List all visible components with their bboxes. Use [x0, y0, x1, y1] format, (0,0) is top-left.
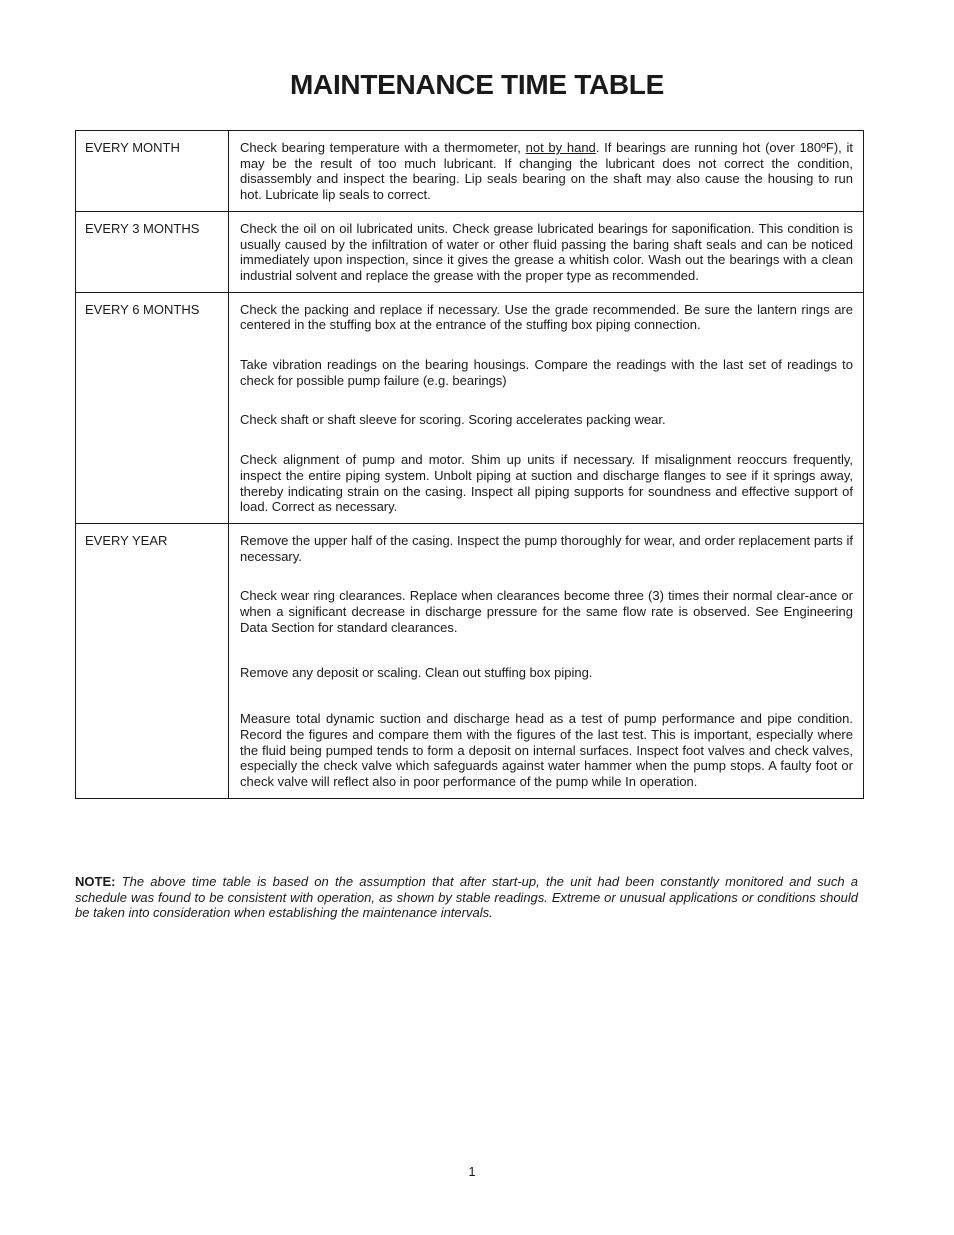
footnote [75, 874, 858, 921]
table-row [76, 292, 864, 523]
maintenance-schedule-table [75, 130, 864, 799]
page-title: MAINTENANCE TIME TABLE [290, 69, 664, 100]
interval-cell: EVERY 6 MONTHS [76, 292, 229, 523]
task-paragraph [240, 140, 853, 203]
task-paragraph: Check wear ring clearances. Replace when clearances become three (3) times their normal clear-ance or when a significant decrease in discharge pressure for the same flow rate is observed. See Engineering Data Section for standard clearances. [240, 588, 853, 635]
tasks-cell [229, 292, 864, 523]
table-row [76, 131, 864, 212]
underlined-text: not by hand [525, 140, 596, 155]
task-paragraph: Check shaft or shaft sleeve for scoring. Scoring accelerates packing wear. [240, 412, 666, 428]
interval-cell: EVERY MONTH [76, 131, 229, 212]
task-paragraph: Check the oil on oil lubricated units. Check grease lubricated bearings for saponification. This condition is usually caused by the infiltration of water or other fluid passing the baring shaft seals and can be noticed immediately upon inspection, since it gives the grease a whitish color. Wash out the bearings with a clean industrial solvent and replace the grease with the proper type as recommended. [240, 220, 853, 283]
tasks-cell [229, 211, 864, 292]
task-paragraph: Check the packing and replace if necessary. Use the grade recommended. Be sure the lantern rings are centered in the stuffing box at the entrance of the stuffing box piping connection. [240, 301, 853, 333]
task-paragraph: Measure total dynamic suction and discharge head as a test of pump performance and pipe condition. Record the figures and compare them with the figures of the last test. This is important, especially where the fluid being pumped tends to form a deposit on internal surfaces. Inspect foot valves and check valves, especially the check valve which safeguards against water hammer when the pump stops. A faulty foot or check valve will reflect also in poor performance of the pump while In operation. [240, 711, 853, 789]
task-paragraph: Remove the upper half of the casing. Inspect the pump thoroughly for wear, and order replacement parts if necessary. [240, 532, 853, 564]
task-paragraph: Remove any deposit or scaling. Clean out stuffing box piping. [240, 665, 593, 681]
task-text: . If bearings are running hot (over 180ºF), it may be the result of too much lubricant. If changing the lubricant does not correct the condition, disassembly and inspect the bearing. Lip seals bearing on the shaft may also cause the housing to run hot. Lubricate lip seals to correct. [240, 140, 853, 203]
tasks-cell [229, 131, 864, 212]
table-row [76, 211, 864, 292]
table-row [76, 523, 864, 798]
task-text: Check bearing temperature with a thermometer, [240, 140, 526, 155]
task-paragraph: Take vibration readings on the bearing housings. Compare the readings with the last set of readings to check for possible pump failure (e.g. bearings) [240, 357, 853, 388]
task-paragraph: Check alignment of pump and motor. Shim up units if necessary. If misalignment reoccurs frequently, inspect the entire piping system. Unbolt piping at suction and discharge flanges to see if it springs away, thereby indicating strain on the casing. Inspect all piping supports for soundness and effective support of load. Correct as necessary. [240, 452, 853, 515]
note-label: NOTE: [75, 874, 116, 889]
interval-cell: EVERY YEAR [76, 523, 229, 798]
interval-cell: EVERY 3 MONTHS [76, 211, 229, 292]
tasks-cell [229, 523, 864, 798]
note-text: The above time table is based on the assumption that after start-up, the unit had been constantly monitored and such a schedule was found to be consistent with operation, as shown by stable readings. Extreme or unusual applications or conditions should be taken into consideration when establishing the maintenance intervals. [75, 874, 858, 921]
page-number: 1 [468, 1164, 476, 1179]
